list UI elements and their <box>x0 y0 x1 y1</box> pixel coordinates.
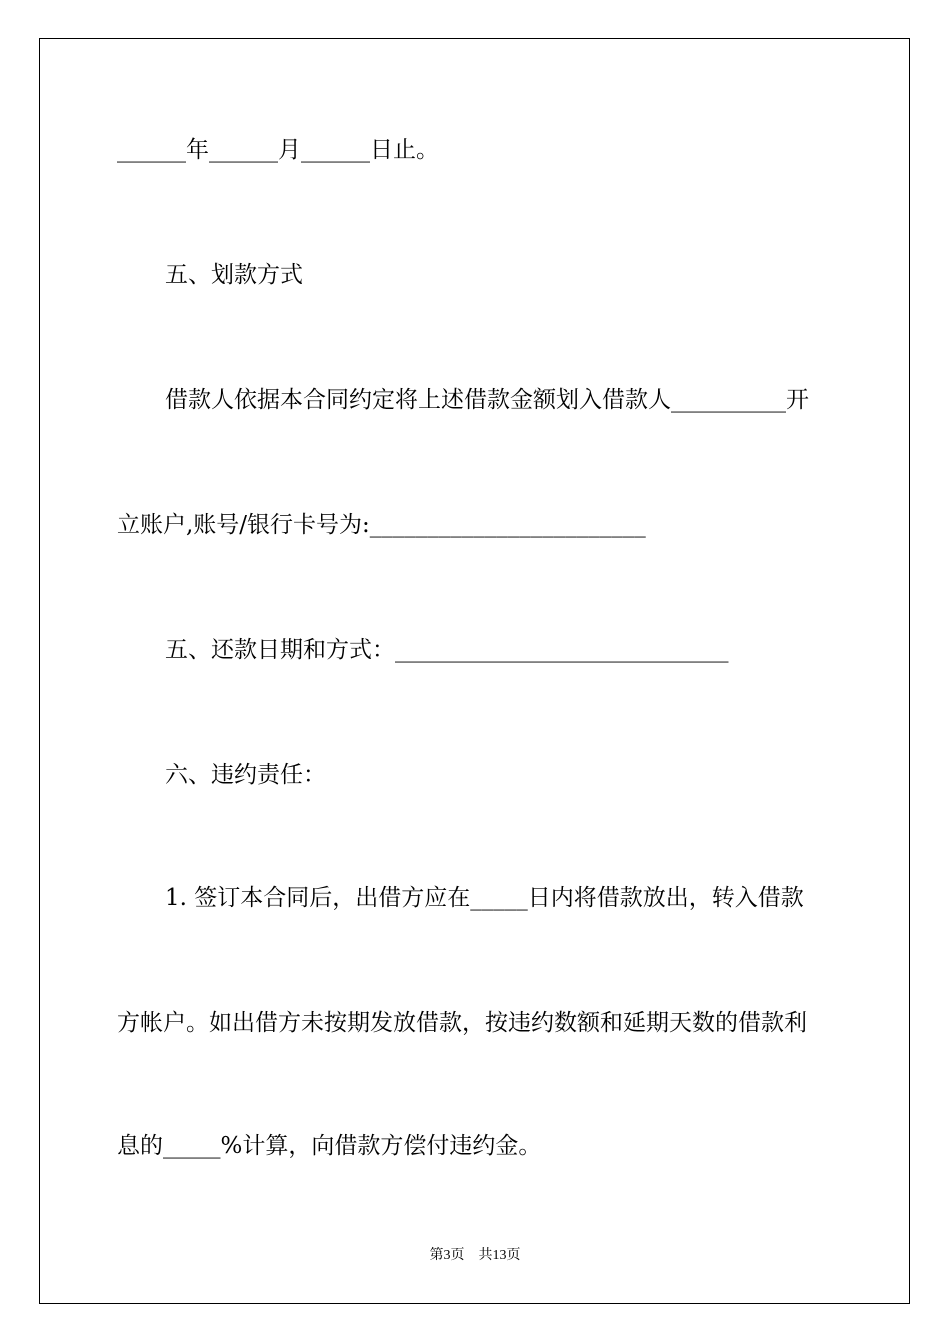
text-line-breach-3: 息的_____%计算，向借款方偿付违约金。 <box>117 1133 542 1159</box>
text-line-date-end: ______年______月______日止。 <box>117 137 439 163</box>
page-number-footer: 第3页 共13页 <box>429 1248 521 1263</box>
text-line-transfer-2: 立账户,账号/银行卡号为:________________________ <box>117 512 646 538</box>
heading-transfer-method: 五、划款方式 <box>165 262 303 288</box>
heading-repayment: 五、还款日期和方式：_____________________________ <box>165 637 729 663</box>
text-line-transfer-1: 借款人依据本合同约定将上述借款金额划入借款人__________开 <box>165 387 809 413</box>
text-line-breach-2: 方帐户。如出借方未按期发放借款，按违约数额和延期天数的借款利 <box>117 1010 807 1036</box>
text-line-breach-1: 1. 签订本合同后，出借方应在_____日内将借款放出，转入借款 <box>165 885 804 911</box>
page-border <box>39 38 910 1304</box>
heading-breach-liability: 六、违约责任： <box>165 762 326 788</box>
